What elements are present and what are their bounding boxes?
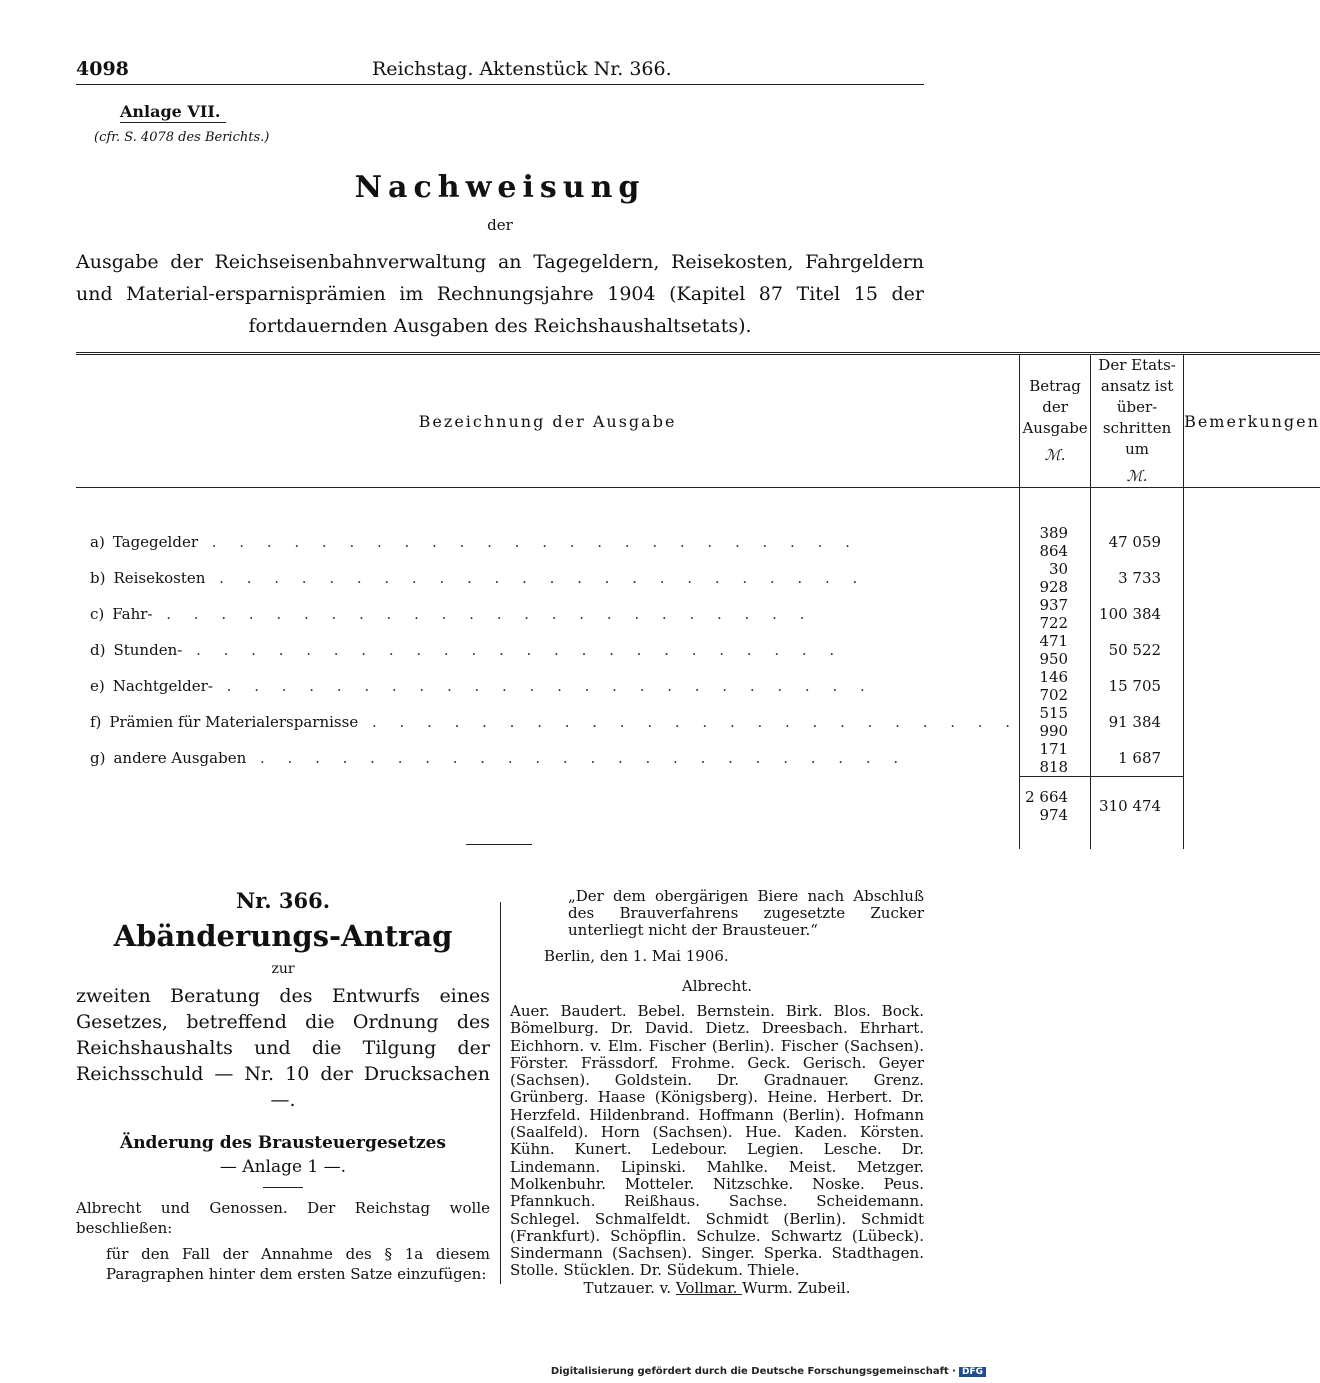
footer-text: Digitalisierung gefördert durch die Deutsche Forschungsgemeinschaft ·	[550, 1366, 956, 1377]
row-ueber: 1 687	[1091, 740, 1184, 777]
anlage-underline	[120, 122, 226, 123]
row-label: Reisekosten	[113, 569, 206, 587]
leader-dots: . . . . . . . . . . . . . . . . . . . . . . . .	[246, 749, 908, 768]
antrag-cosigners: Auer. Baudert. Bebel. Bernstein. Birk. Blos. Bock. Bömelburg. Dr. David. Dietz. Dreesbach. Ehrhart. Eichhorn. v. Elm. Fischer (Berlin). Fischer (Sachsen). Förster. Frässdorf. Frohme. Geck. Gerisch. Geyer (Sachsen). Goldstein. Dr. Gradnauer. Grenz. Grünberg. Haase (Königsberg). Heine. Herbert. Dr. Herzfeld. Hildenbrand. Hoffmann (Berlin). Hofmann (Saalfeld). Horn (Sachsen). Hue. Kaden. Körsten. Kühn. Kunert. Ledebour. Legien. Lesche. Dr. Lindemann. Lipinski. Mahlke. Meist. Metzger. Molkenbuhr. Motteler. Nitzschke. Noske. Peus. Pfannkuch. Reißhaus. Sachse. Scheidemann. Schlegel. Schmalfeldt. Schmidt (Berlin). Schmidt (Frankfurt). Schöpflin. Schulze. Schwartz (Lübeck). Sindermann (Sachsen). Singer. Sperka. Stadthagen. Stolle. Stücklen. Dr. Südekum. Thiele.	[510, 1002, 924, 1280]
antrag-zur: zur	[271, 961, 295, 977]
antrag-cosigners-last: Tutzauer. v. Vollmar. Wurm. Zubeil.	[583, 1278, 851, 1297]
row-letter: d)	[90, 641, 106, 659]
antrag-date: Berlin, den 1. Mai 1906.	[544, 947, 729, 965]
table-header-row	[76, 354, 1320, 488]
running-title: Reichstag. Aktenstück Nr. 366.	[372, 58, 672, 80]
row-label-cell	[76, 704, 1020, 740]
header-etat-label: Der Etats-ansatz ist über-schritten um	[1098, 356, 1176, 458]
expenditure-table	[76, 352, 1320, 849]
row-letter: a)	[90, 533, 105, 551]
document-intro: Ausgabe der Reichseisenbahnverwaltung an Tagegeldern, Reisekosten, Fahrgeldern und Material-ersparnisprämien im Rechnungsjahre 1904 (Kapitel 87 Titel 15 der fortdauernden Ausgaben des Reichshaushaltsetats).	[76, 251, 924, 337]
row-ueber: 47 059	[1091, 524, 1184, 560]
row-betrag: 515 990	[1020, 704, 1091, 740]
row-remarks	[1184, 632, 1320, 668]
dfg-logo-icon: DFG	[959, 1367, 986, 1377]
row-ueber: 91 384	[1091, 704, 1184, 740]
leader-dots: . . . . . . . . . . . . . . . . . . . . . . . .	[205, 569, 867, 587]
row-label-cell	[76, 596, 1020, 632]
table-body	[76, 524, 1320, 777]
row-betrag: 937 722	[1020, 596, 1091, 632]
digitization-footer	[551, 1366, 986, 1377]
leader-dots: . . . . . . . . . . . . . . . . . . . . . . . .	[152, 605, 814, 623]
section-separator	[466, 844, 532, 845]
antrag-paragraph-1: Albrecht und Genossen. Der Reichstag wolle beschließen:	[76, 1199, 490, 1237]
header-betrag	[1020, 354, 1091, 488]
row-label-cell	[76, 524, 1020, 560]
table-row	[76, 524, 1320, 560]
row-remarks	[1184, 524, 1320, 560]
table-row	[76, 668, 1320, 704]
total-ueber: 310 474	[1091, 777, 1184, 836]
row-ueber: 50 522	[1091, 632, 1184, 668]
row-remarks	[1184, 596, 1320, 632]
header-betrag-unit: ℳ.	[1044, 446, 1066, 464]
row-remarks	[1184, 668, 1320, 704]
header-rule	[76, 84, 924, 85]
row-label-cell	[76, 560, 1020, 596]
row-betrag: 471 950	[1020, 632, 1091, 668]
table-row	[76, 560, 1320, 596]
row-label-cell	[76, 668, 1020, 704]
antrag-quote: „Der dem obergärigen Biere nach Abschluß des Brauverfahrens zugesetzte Zucker unterliegt nicht der Brausteuer.“	[568, 887, 924, 939]
table-total-row	[76, 777, 1320, 836]
column-divider	[500, 902, 501, 1284]
antrag-paragraph-2: für den Fall der Annahme des § 1a diesem Paragraphen hinter dem ersten Satze einzufügen:	[106, 1245, 490, 1283]
row-label-cell	[76, 740, 1020, 777]
page-number: 4098	[76, 58, 129, 80]
table-row	[76, 740, 1320, 777]
row-letter: g)	[90, 749, 106, 768]
row-remarks	[1184, 704, 1320, 740]
table-tail	[76, 835, 1320, 849]
antrag-short-rule	[263, 1187, 303, 1188]
antrag-left-column	[76, 888, 490, 1284]
row-remarks	[1184, 740, 1320, 777]
antrag-aenderung: Änderung des Brausteuergesetzes	[120, 1133, 446, 1153]
anlage-reference: (cfr. S. 4078 des Berichts.)	[94, 130, 270, 145]
header-remarks: Bemerkungen	[1184, 354, 1320, 488]
antrag-signer: Albrecht.	[681, 977, 753, 995]
antrag-anlage: — Anlage 1 —.	[219, 1157, 347, 1177]
row-label: Prämien für Materialersparnisse	[109, 713, 359, 731]
row-label-cell	[76, 632, 1020, 668]
end-rule	[676, 1294, 742, 1295]
anlage-label: Anlage VII.	[120, 102, 221, 121]
row-remarks	[1184, 560, 1320, 596]
row-letter: f)	[90, 713, 102, 731]
row-label: Stunden-	[113, 641, 183, 659]
row-betrag: 30 928	[1020, 560, 1091, 596]
row-label: Nachtgelder-	[112, 677, 213, 695]
leader-dots: . . . . . . . . . . . . . . . . . . . . . . . .	[182, 641, 844, 659]
leader-dots: . . . . . . . . . . . . . . . . . . . . . . . .	[212, 677, 874, 695]
header-etat	[1091, 354, 1184, 488]
row-betrag: 146 702	[1020, 668, 1091, 704]
document-title: Nachweisung	[354, 170, 646, 205]
row-letter: b)	[90, 569, 106, 587]
leader-dots: . . . . . . . . . . . . . . . . . . . . . . . .	[358, 713, 1020, 731]
antrag-right-column	[510, 888, 924, 1297]
document-der: der	[487, 216, 513, 234]
table-row	[76, 632, 1320, 668]
row-letter: e)	[90, 677, 105, 695]
header-description: Bezeichnung der Ausgabe	[76, 354, 1020, 488]
row-label: Tagegelder	[112, 533, 198, 551]
total-betrag: 2 664 974	[1020, 777, 1091, 836]
row-label: Fahr-	[112, 605, 153, 623]
row-letter: c)	[90, 605, 105, 623]
antrag-title: Abänderungs-Antrag	[113, 919, 453, 953]
row-betrag: 171 818	[1020, 740, 1091, 777]
header-betrag-label: Betrag der Ausgabe	[1022, 377, 1088, 437]
leader-dots: . . . . . . . . . . . . . . . . . . . . . . . .	[198, 533, 859, 551]
row-ueber: 15 705	[1091, 668, 1184, 704]
table-row	[76, 704, 1320, 740]
row-betrag: 389 864	[1020, 524, 1091, 560]
row-ueber: 100 384	[1091, 596, 1184, 632]
table-spacer	[76, 488, 1320, 525]
antrag-number: Nr. 366.	[235, 888, 331, 913]
row-ueber: 3 733	[1091, 560, 1184, 596]
table-row	[76, 596, 1320, 632]
antrag-subject: zweiten Beratung des Entwurfs eines Gesetzes, betreffend die Ordnung des Reichshaushalts und die Tilgung der Reichsschuld — Nr. 10 der Drucksachen —.	[76, 985, 490, 1111]
header-etat-unit: ℳ.	[1126, 467, 1148, 485]
row-label: andere Ausgaben	[113, 749, 247, 768]
